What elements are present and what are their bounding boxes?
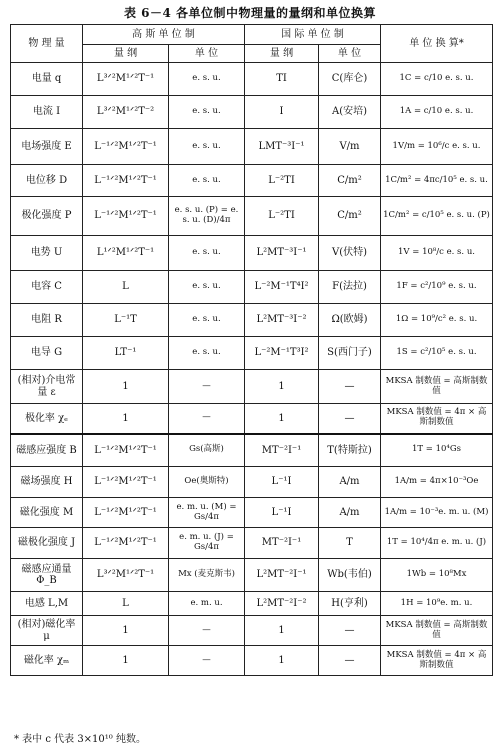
cell-si-unit: A(安培) bbox=[319, 96, 381, 129]
cell-gauss-dimension: L bbox=[83, 592, 169, 616]
cell-si-unit: H(亨利) bbox=[319, 592, 381, 616]
cell-gauss-unit: — bbox=[169, 370, 245, 404]
cell-gauss-dimension: L⁻¹ᐟ²M¹ᐟ²T⁻¹ bbox=[83, 528, 169, 559]
cell-si-dimension: L⁻²TI bbox=[245, 197, 319, 236]
header-conversion: 单 位 换 算* bbox=[381, 25, 493, 63]
cell-gauss-dimension: LT⁻¹ bbox=[83, 337, 169, 370]
cell-conversion: 1T = 10⁴Gs bbox=[381, 434, 493, 467]
cell-si-unit: S(西门子) bbox=[319, 337, 381, 370]
table-row bbox=[11, 370, 493, 404]
cell-quantity: 电容 C bbox=[11, 271, 83, 304]
cell-conversion: 1T = 10⁴/4π e. m. u. (J) bbox=[381, 528, 493, 559]
cell-gauss-unit: e. s. u. bbox=[169, 236, 245, 271]
table-row bbox=[11, 616, 493, 646]
header-si: 国 际 单 位 制 bbox=[245, 25, 381, 45]
cell-si-dimension: 1 bbox=[245, 616, 319, 646]
cell-si-dimension: L⁻²M⁻¹T³I² bbox=[245, 337, 319, 370]
cell-gauss-dimension: 1 bbox=[83, 404, 169, 434]
cell-gauss-dimension: 1 bbox=[83, 616, 169, 646]
cell-quantity: (相对)介电常量 ε bbox=[11, 370, 83, 404]
cell-gauss-unit: e. s. u. bbox=[169, 304, 245, 337]
cell-quantity: 磁感应通量 Φ_B bbox=[11, 559, 83, 592]
cell-gauss-unit: e. s. u. bbox=[169, 129, 245, 165]
cell-conversion: 1H = 10⁹e. m. u. bbox=[381, 592, 493, 616]
header-gauss: 高 斯 单 位 制 bbox=[83, 25, 245, 45]
cell-quantity: 磁场强度 H bbox=[11, 467, 83, 498]
cell-conversion: 1A/m = 10⁻³e. m. u. (M) bbox=[381, 498, 493, 528]
cell-quantity: 电场强度 E bbox=[11, 129, 83, 165]
header-gauss-dimension: 量 纲 bbox=[83, 45, 169, 63]
cell-conversion: MKSA 制数值 = 4π × 高斯制数值 bbox=[381, 646, 493, 676]
cell-quantity: 电位移 D bbox=[11, 165, 83, 197]
cell-conversion: 1S = c²/10⁵ e. s. u. bbox=[381, 337, 493, 370]
cell-conversion: 1V = 10⁸/c e. s. u. bbox=[381, 236, 493, 271]
cell-gauss-dimension: L³ᐟ²M¹ᐟ²T⁻¹ bbox=[83, 63, 169, 96]
cell-quantity: 极化率 χₑ bbox=[11, 404, 83, 434]
cell-gauss-unit: — bbox=[169, 646, 245, 676]
cell-si-dimension: 1 bbox=[245, 404, 319, 434]
cell-conversion: 1C/m² = 4πc/10⁵ e. s. u. bbox=[381, 165, 493, 197]
cell-conversion: 1C/m² = c/10⁵ e. s. u. (P) bbox=[381, 197, 493, 236]
cell-gauss-dimension: L⁻¹ᐟ²M¹ᐟ²T⁻¹ bbox=[83, 498, 169, 528]
cell-gauss-unit: e. m. u. (M) = Gs/4π bbox=[169, 498, 245, 528]
table-row bbox=[11, 646, 493, 676]
cell-gauss-unit: — bbox=[169, 404, 245, 434]
cell-si-unit: C(库仑) bbox=[319, 63, 381, 96]
cell-gauss-unit: Oe(奥斯特) bbox=[169, 467, 245, 498]
cell-gauss-unit: e. s. u. bbox=[169, 63, 245, 96]
cell-gauss-unit: e. s. u. bbox=[169, 337, 245, 370]
cell-gauss-dimension: 1 bbox=[83, 370, 169, 404]
cell-conversion: 1V/m = 10⁶/c e. s. u. bbox=[381, 129, 493, 165]
table-row bbox=[11, 528, 493, 559]
header-gauss-unit: 单 位 bbox=[169, 45, 245, 63]
cell-quantity: 磁化率 χₘ bbox=[11, 646, 83, 676]
table-row bbox=[11, 404, 493, 434]
cell-quantity: 电阻 R bbox=[11, 304, 83, 337]
cell-si-unit: Wb(韦伯) bbox=[319, 559, 381, 592]
unit-conversion-table bbox=[10, 24, 493, 676]
cell-si-unit: C/m² bbox=[319, 165, 381, 197]
cell-si-dimension: L²MT⁻²I⁻² bbox=[245, 592, 319, 616]
cell-si-unit: V/m bbox=[319, 129, 381, 165]
header-si-unit: 单 位 bbox=[319, 45, 381, 63]
cell-si-unit: F(法拉) bbox=[319, 271, 381, 304]
cell-quantity: 磁感应强度 B bbox=[11, 434, 83, 467]
cell-quantity: 电势 U bbox=[11, 236, 83, 271]
cell-conversion: MKSA 制数值 = 高斯制数值 bbox=[381, 616, 493, 646]
cell-gauss-dimension: L⁻¹ᐟ²M¹ᐟ²T⁻¹ bbox=[83, 197, 169, 236]
table-row bbox=[11, 197, 493, 236]
cell-gauss-unit: e. m. u. bbox=[169, 592, 245, 616]
cell-si-dimension: L²MT⁻³I⁻² bbox=[245, 304, 319, 337]
cell-si-unit: A/m bbox=[319, 498, 381, 528]
cell-si-unit: T bbox=[319, 528, 381, 559]
cell-gauss-unit: Gs(高斯) bbox=[169, 434, 245, 467]
cell-quantity: 电导 G bbox=[11, 337, 83, 370]
header-row-top bbox=[11, 25, 493, 45]
cell-si-unit: V(伏特) bbox=[319, 236, 381, 271]
table-row bbox=[11, 304, 493, 337]
cell-si-unit: — bbox=[319, 370, 381, 404]
table-body bbox=[11, 63, 493, 676]
table-title: 表 6－4 各单位制中物理量的量纲和单位换算 bbox=[123, 6, 377, 20]
cell-gauss-unit: e. s. u. bbox=[169, 271, 245, 304]
cell-si-dimension: 1 bbox=[245, 646, 319, 676]
cell-gauss-dimension: L⁻¹ᐟ²M¹ᐟ²T⁻¹ bbox=[83, 434, 169, 467]
table-row bbox=[11, 559, 493, 592]
cell-si-dimension: I bbox=[245, 96, 319, 129]
cell-gauss-dimension: L bbox=[83, 271, 169, 304]
table-row bbox=[11, 592, 493, 616]
header-quantity: 物 理 量 bbox=[11, 25, 83, 63]
cell-gauss-unit: e. s. u. bbox=[169, 96, 245, 129]
table-row bbox=[11, 271, 493, 304]
cell-si-dimension: L⁻¹I bbox=[245, 498, 319, 528]
cell-si-dimension: TI bbox=[245, 63, 319, 96]
cell-gauss-dimension: L⁻¹T bbox=[83, 304, 169, 337]
cell-si-dimension: L²MT⁻³I⁻¹ bbox=[245, 236, 319, 271]
cell-gauss-dimension: L⁻¹ᐟ²M¹ᐟ²T⁻¹ bbox=[83, 467, 169, 498]
cell-si-unit: T(特斯拉) bbox=[319, 434, 381, 467]
cell-si-dimension: 1 bbox=[245, 370, 319, 404]
cell-si-dimension: L⁻¹I bbox=[245, 467, 319, 498]
footnote: * 表中 c 代表 3×10¹⁰ 纯数。 bbox=[14, 734, 146, 745]
cell-quantity: 电感 L,M bbox=[11, 592, 83, 616]
table-row bbox=[11, 96, 493, 129]
cell-gauss-unit: Mx (麦克斯韦) bbox=[169, 559, 245, 592]
cell-gauss-dimension: L³ᐟ²M¹ᐟ²T⁻² bbox=[83, 96, 169, 129]
cell-conversion: 1C = c/10 e. s. u. bbox=[381, 63, 493, 96]
cell-quantity: 磁极化强度 J bbox=[11, 528, 83, 559]
cell-conversion: 1A/m = 4π×10⁻³Oe bbox=[381, 467, 493, 498]
table-row bbox=[11, 337, 493, 370]
cell-si-unit: A/m bbox=[319, 467, 381, 498]
cell-si-dimension: MT⁻²I⁻¹ bbox=[245, 434, 319, 467]
table-row bbox=[11, 467, 493, 498]
cell-conversion: MKSA 制数值 = 4π × 高斯制数值 bbox=[381, 404, 493, 434]
cell-gauss-dimension: 1 bbox=[83, 646, 169, 676]
cell-si-unit: Ω(欧姆) bbox=[319, 304, 381, 337]
cell-gauss-dimension: L⁻¹ᐟ²M¹ᐟ²T⁻¹ bbox=[83, 129, 169, 165]
cell-gauss-dimension: L⁻¹ᐟ²M¹ᐟ²T⁻¹ bbox=[83, 165, 169, 197]
cell-gauss-dimension: L¹ᐟ²M¹ᐟ²T⁻¹ bbox=[83, 236, 169, 271]
cell-quantity: 电量 q bbox=[11, 63, 83, 96]
table-row bbox=[11, 434, 493, 467]
cell-si-dimension: L⁻²M⁻¹T⁴I² bbox=[245, 271, 319, 304]
header-si-dimension: 量 纲 bbox=[245, 45, 319, 63]
cell-si-dimension: L⁻²TI bbox=[245, 165, 319, 197]
cell-si-dimension: L²MT⁻²I⁻¹ bbox=[245, 559, 319, 592]
table-row bbox=[11, 236, 493, 271]
cell-quantity: 极化强度 P bbox=[11, 197, 83, 236]
cell-gauss-unit: — bbox=[169, 616, 245, 646]
cell-gauss-dimension: L³ᐟ²M¹ᐟ²T⁻¹ bbox=[83, 559, 169, 592]
table-row bbox=[11, 129, 493, 165]
cell-conversion: 1Ω = 10⁹/c² e. s. u. bbox=[381, 304, 493, 337]
cell-quantity: 电流 I bbox=[11, 96, 83, 129]
cell-si-dimension: LMT⁻³I⁻¹ bbox=[245, 129, 319, 165]
table-row bbox=[11, 498, 493, 528]
cell-gauss-unit: e. s. u. (P) = e. s. u. (D)/4π bbox=[169, 197, 245, 236]
table-row bbox=[11, 63, 493, 96]
cell-conversion: 1F = c²/10⁹ e. s. u. bbox=[381, 271, 493, 304]
cell-si-dimension: MT⁻²I⁻¹ bbox=[245, 528, 319, 559]
cell-si-unit: — bbox=[319, 616, 381, 646]
cell-si-unit: C/m² bbox=[319, 197, 381, 236]
cell-conversion: 1Wb = 10⁸Mx bbox=[381, 559, 493, 592]
table-row bbox=[11, 165, 493, 197]
cell-gauss-unit: e. m. u. (J) = Gs/4π bbox=[169, 528, 245, 559]
cell-gauss-unit: e. s. u. bbox=[169, 165, 245, 197]
cell-conversion: MKSA 制数值 = 高斯制数值 bbox=[381, 370, 493, 404]
cell-quantity: (相对)磁化率 μ bbox=[11, 616, 83, 646]
cell-conversion: 1A = c/10 e. s. u. bbox=[381, 96, 493, 129]
cell-si-unit: — bbox=[319, 404, 381, 434]
cell-quantity: 磁化强度 M bbox=[11, 498, 83, 528]
cell-si-unit: — bbox=[319, 646, 381, 676]
